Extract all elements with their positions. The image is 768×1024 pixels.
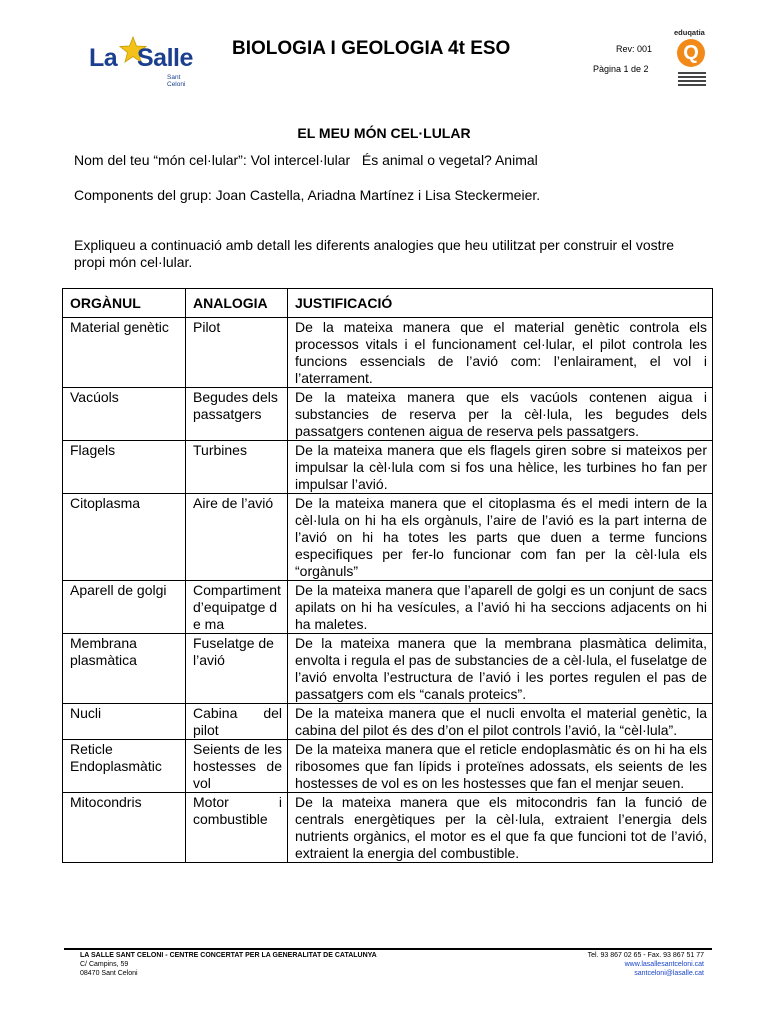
table-row xyxy=(63,704,713,740)
cell-justificacio: De la mateixa manera que els mitocondris fan la funció de centrals energètiques per la cèl·lula, extraient l’energia dels nutrients orgànics, el motor es el que fa que funcioni tot de l’avió, extraient la energia del combustible. xyxy=(288,793,713,863)
cell-justificacio: De la mateixa manera que el reticle endoplasmàtic és on hi ha els ribosomes que fan lípids i proteïnes adossats, els seients de les hostesses de vol es on les hostesses que fan el menjar seuen. xyxy=(288,740,713,793)
cell-analogia: Seients de les hostesses de vol xyxy=(186,740,288,793)
page-header xyxy=(72,28,712,88)
cell-justificacio: De la mateixa manera que la membrana plasmàtica delimita, envolta i regula el pas de substancies de a cèl·lula, el fuselatge de l’avió envolta l’estructura de l’avió i les portes regulen el pas de passatgers com els “canals proteics”. xyxy=(288,634,713,704)
badge-name: eduqatia xyxy=(674,28,705,37)
table-row xyxy=(63,318,713,388)
footer-divider xyxy=(64,948,712,950)
revision-label: Rev: 001 xyxy=(616,44,653,54)
cell-justificacio: De la mateixa manera que els vacúols contenen aigua i substancies de reserva per la cèl·lula, les begudes dels passatgers contenen aigua de reserva pels passatgers. xyxy=(288,388,713,441)
footer-email-link[interactable]: santceloni@lasalle.cat xyxy=(634,970,704,977)
cell-organul: Flagels xyxy=(63,441,186,494)
badge-bars-icon xyxy=(678,72,706,88)
cell-analogia: Compartiment d’equipatge de ma xyxy=(186,581,288,634)
cell-analogia: Motor i combustible xyxy=(186,793,288,863)
logo-word-salle: Salle xyxy=(137,44,193,72)
logo-word-la: La xyxy=(89,44,118,72)
cell-organul: Mitocondris xyxy=(63,793,186,863)
cell-analogia: Fuselatge de l’avió xyxy=(186,634,288,704)
cell-organul: Aparell de golgi xyxy=(63,581,186,634)
instructions-text: Expliqueu a continuació amb detall les diferents analogies que heu utilitzat per construir el vostre propi món cel·lular. xyxy=(74,237,675,270)
cell-justificacio: De la mateixa manera que el material genètic controla els processos vitals i el funcionament cel·lular, el pilot controla les funcions essencials de l’avió com: l’enlairament, el vol i l’aterrament. xyxy=(288,318,713,388)
table-header-row xyxy=(63,289,713,318)
page-number: Pàgina 1 de 2 xyxy=(593,64,649,74)
table-row xyxy=(63,634,713,704)
cell-justificacio: De la mateixa manera que els flagels giren sobre si mateixos per impulsar la cèl·lula com si fos una hèlice, les turbines ho fan per impulsar l’avió. xyxy=(288,441,713,494)
cell-analogia: Begudes dels passatgers xyxy=(186,388,288,441)
document-title: EL MEU MÓN CEL·LULAR xyxy=(297,125,471,141)
header-title: BIOLOGIA I GEOLOGIA 4t ESO xyxy=(232,38,511,59)
header-organul: ORGÀNUL xyxy=(63,289,186,318)
world-name-line: Nom del teu “món cel·lular”: Vol intercel·lular És animal o vegetal? Animal xyxy=(74,152,538,168)
table-row xyxy=(63,388,713,441)
analogies-table xyxy=(62,288,713,863)
footer-left xyxy=(80,951,377,978)
group-members-line: Components del grup: Joan Castella, Ariadna Martínez i Lisa Steckermeier. xyxy=(74,187,541,203)
footer-right xyxy=(588,951,704,978)
footer-address-2: 08470 Sant Celoni xyxy=(80,970,138,977)
cell-organul: Membrana plasmàtica xyxy=(63,634,186,704)
cell-analogia: Pilot xyxy=(186,318,288,388)
table-row xyxy=(63,494,713,581)
footer-web-link[interactable]: www.lasallesantceloni.cat xyxy=(624,961,704,968)
eduqatia-badge xyxy=(672,28,712,90)
footer-phone: Tel. 93 867 02 65 - Fax. 93 867 51 77 xyxy=(587,952,704,959)
cell-analogia: Turbines xyxy=(186,441,288,494)
table-row xyxy=(63,581,713,634)
cell-analogia: Cabina del pilot xyxy=(186,704,288,740)
cell-organul: Reticle Endoplasmàtic xyxy=(63,740,186,793)
cell-justificacio: De la mateixa manera que el nucli envolta el material genètic, la cabina del pilot és des d’on el pilot controls l’avió, la “cèl·lula”. xyxy=(288,704,713,740)
table-row xyxy=(63,441,713,494)
cell-organul: Nucli xyxy=(63,704,186,740)
header-justificacio: JUSTIFICACIÓ xyxy=(288,289,713,318)
table-row xyxy=(63,740,713,793)
cell-organul: Material genètic xyxy=(63,318,186,388)
la-salle-logo xyxy=(89,36,199,86)
cell-organul: Vacúols xyxy=(63,388,186,441)
cell-justificacio: De la mateixa manera que el citoplasma és el medi intern de la cèl·lula on hi ha els orgànuls, l’aire de l’avió es la part interna de l’avió on hi ha totes les parts que duen a terme funcions especifiques per fer-lo funcionar com fan per la cèl·lula els “orgànuls” xyxy=(288,494,713,581)
cell-justificacio: De la mateixa manera que l’aparell de golgi es un conjunt de sacs apilats on hi ha vesícules, a l’avió hi ha seccions adjacents on hi ha maletes. xyxy=(288,581,713,634)
cell-analogia: Aire de l’avió xyxy=(186,494,288,581)
logo-subtitle: Sant Celoni xyxy=(167,74,186,88)
footer-address-1: C/ Campins, 59 xyxy=(80,961,129,968)
footer-school: LA SALLE SANT CELONI - CENTRE CONCERTAT PER LA GENERALITAT DE CATALUNYA xyxy=(80,952,377,959)
header-analogia: ANALOGIA xyxy=(186,289,288,318)
quality-q-icon: Q xyxy=(677,39,705,67)
table-row xyxy=(63,793,713,863)
cell-organul: Citoplasma xyxy=(63,494,186,581)
